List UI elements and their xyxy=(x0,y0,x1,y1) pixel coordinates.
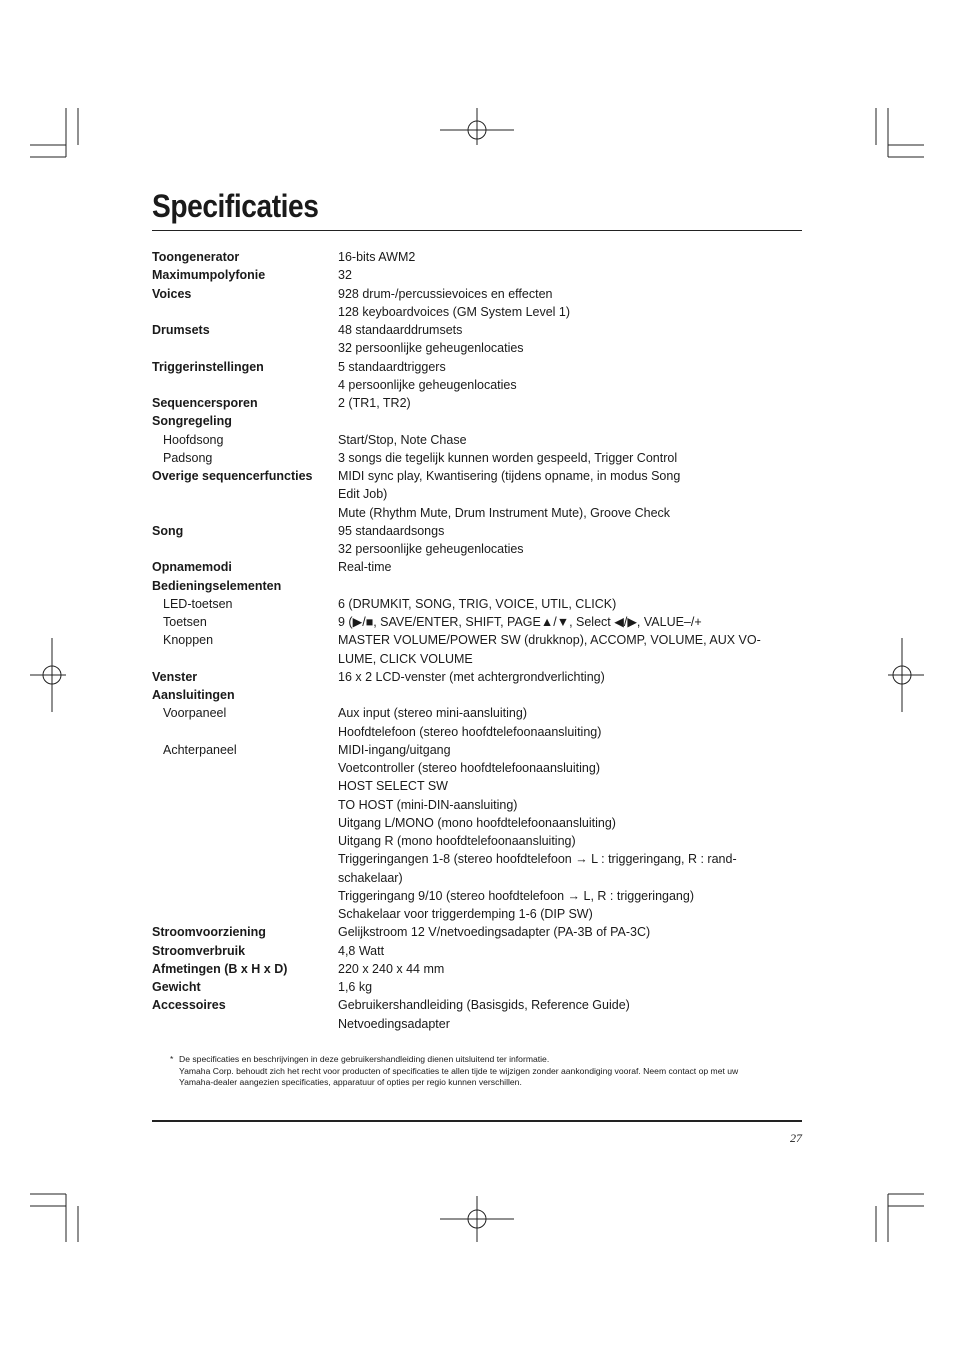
spec-value: 9 (▶/■, SAVE/ENTER, SHIFT, PAGE▲/▼, Select ◀/▶, VALUE–/+ xyxy=(338,615,702,629)
spec-value: Netvoedingsadapter xyxy=(338,1016,450,1031)
spec-row xyxy=(152,285,802,303)
spec-row xyxy=(152,540,802,558)
title-rule xyxy=(152,230,802,231)
footnote-line: De specificaties en beschrijvingen in deze gebruikershandleiding dienen uitsluitend ter informatie. xyxy=(179,1054,550,1064)
spec-row xyxy=(152,777,802,795)
spec-value: 95 standaardsongs xyxy=(338,523,445,538)
spec-row xyxy=(152,504,802,522)
spec-label: Knoppen xyxy=(163,633,214,648)
spec-label: Afmetingen (B x H x D) xyxy=(152,961,288,976)
spec-row xyxy=(152,248,802,266)
footnote xyxy=(170,1054,790,1089)
spec-row xyxy=(152,595,802,613)
page-title: Specificaties xyxy=(152,188,319,224)
spec-row xyxy=(152,723,802,741)
spec-label: Drumsets xyxy=(152,323,210,337)
spec-row xyxy=(152,923,802,941)
spec-value: 5 standaardtriggers xyxy=(338,359,446,374)
footnote-line: Yamaha-dealer aangezien specificaties, apparatuur of opties per regio kunnen verschillen. xyxy=(179,1077,522,1087)
spec-value: Aux input (stereo mini-aansluiting) xyxy=(338,706,527,721)
spec-row xyxy=(152,631,802,649)
spec-value: LUME, CLICK VOLUME xyxy=(338,651,473,666)
spec-value: 4 persoonlijke geheugenlocaties xyxy=(338,377,517,392)
spec-value: Real-time xyxy=(338,560,392,575)
spec-row xyxy=(152,887,802,905)
spec-value: schakelaar) xyxy=(338,870,403,885)
spec-label: Hoofdsong xyxy=(163,432,224,447)
footnote-line: Yamaha Corp. behoudt zich het recht voor producten of specificaties te allen tijde te wijzigen zonder aankondiging vooraf. Neem contact op met uw xyxy=(179,1065,739,1076)
spec-label: Toetsen xyxy=(163,615,207,629)
spec-row xyxy=(152,960,802,978)
spec-value: 6 (DRUMKIT, SONG, TRIG, VOICE, UTIL, CLICK) xyxy=(338,596,617,611)
spec-table xyxy=(152,248,802,1033)
spec-label: Padsong xyxy=(163,450,213,465)
spec-label: Bedieningselementen xyxy=(152,578,282,593)
spec-label: Sequencersporen xyxy=(152,396,258,410)
spec-row xyxy=(152,431,802,449)
spec-row xyxy=(152,796,802,814)
spec-value: Triggeringang 9/10 (stereo hoofdtelefoon → L, R : triggeringang) xyxy=(338,888,694,903)
spec-row xyxy=(152,869,802,887)
spec-value: Schakelaar voor triggerdemping 1-6 (DIP SW) xyxy=(338,907,593,921)
spec-row xyxy=(152,1015,802,1033)
spec-label: Maximumpolyfonie xyxy=(152,268,266,283)
spec-value: 16-bits AWM2 xyxy=(338,250,416,264)
spec-row xyxy=(152,303,802,321)
spec-value: MASTER VOLUME/POWER SW (drukknop), ACCOMP, VOLUME, AUX VO- xyxy=(338,633,761,648)
spec-row xyxy=(152,339,802,357)
spec-row xyxy=(152,905,802,923)
spec-value: 1,6 kg xyxy=(338,980,373,994)
spec-label: Voices xyxy=(152,286,192,301)
spec-label: LED-toetsen xyxy=(163,596,233,611)
spec-value: TO HOST (mini-DIN-aansluiting) xyxy=(338,797,518,812)
spec-value: 32 persoonlijke geheugenlocaties xyxy=(338,341,524,356)
spec-value: Triggeringangen 1-8 (stereo hoofdtelefoon → L : triggeringang, R : rand- xyxy=(338,852,737,867)
spec-label: Overige sequencerfuncties xyxy=(152,469,313,483)
spec-value: Uitgang L/MONO (mono hoofdtelefoonaansluiting) xyxy=(338,815,616,830)
spec-value: Start/Stop, Note Chase xyxy=(338,432,467,447)
spec-value: MIDI-ingang/uitgang xyxy=(338,742,451,757)
spec-label: Accessoires xyxy=(152,998,226,1013)
spec-value: 32 persoonlijke geheugenlocaties xyxy=(338,542,524,556)
spec-label: Opnamemodi xyxy=(152,560,232,575)
spec-row xyxy=(152,577,802,595)
spec-value: 4,8 Watt xyxy=(338,943,385,958)
spec-value: 128 keyboardvoices (GM System Level 1) xyxy=(338,304,571,319)
spec-label: Toongenerator xyxy=(152,250,240,264)
footnote-text xyxy=(179,1054,790,1089)
spec-row xyxy=(152,522,802,540)
spec-row xyxy=(152,704,802,722)
spec-value: Mute (Rhythm Mute, Drum Instrument Mute), Groove Check xyxy=(338,505,671,520)
spec-row xyxy=(152,668,802,686)
spec-value: 928 drum-/percussievoices en effecten xyxy=(338,286,553,301)
spec-label: Stroomverbruik xyxy=(152,943,246,958)
spec-row xyxy=(152,978,802,996)
spec-row xyxy=(152,650,802,668)
spec-row xyxy=(152,850,802,868)
spec-label: Triggerinstellingen xyxy=(152,359,264,374)
spec-row xyxy=(152,613,802,631)
spec-row xyxy=(152,942,802,960)
page-number: 27 xyxy=(790,1131,802,1145)
spec-row xyxy=(152,394,802,412)
spec-value: 3 songs die tegelijk kunnen worden gespeeld, Trigger Control xyxy=(338,450,678,465)
spec-label: Songregeling xyxy=(152,414,232,429)
spec-value: Gebruikershandleiding (Basisgids, Reference Guide) xyxy=(338,998,630,1013)
spec-value: Voetcontroller (stereo hoofdtelefoonaansluiting) xyxy=(338,761,600,775)
spec-label: Aansluitingen xyxy=(152,688,235,702)
spec-row xyxy=(152,321,802,339)
spec-row xyxy=(152,485,802,503)
spec-value: Hoofdtelefoon (stereo hoofdtelefoonaansluiting) xyxy=(338,724,602,739)
spec-row xyxy=(152,449,802,467)
spec-label: Song xyxy=(152,523,184,538)
spec-value: MIDI sync play, Kwantisering (tijdens opname, in modus Song xyxy=(338,469,681,483)
spec-value: HOST SELECT SW xyxy=(338,779,448,794)
spec-row xyxy=(152,558,802,576)
spec-row xyxy=(152,358,802,376)
spec-label: Venster xyxy=(152,669,198,684)
spec-value: 32 xyxy=(338,268,352,283)
spec-value: 2 (TR1, TR2) xyxy=(338,396,411,410)
spec-row xyxy=(152,832,802,850)
spec-value: Uitgang R (mono hoofdtelefoonaansluiting) xyxy=(338,834,576,848)
footnote-star: * xyxy=(170,1054,174,1064)
spec-row xyxy=(152,376,802,394)
spec-label: Stroomvoorziening xyxy=(152,925,266,940)
spec-label: Voorpaneel xyxy=(163,706,227,721)
spec-value: Gelijkstroom 12 V/netvoedingsadapter (PA-3B of PA-3C) xyxy=(338,925,651,940)
spec-row xyxy=(152,266,802,284)
spec-value: 48 standaarddrumsets xyxy=(338,323,463,337)
spec-value: 16 x 2 LCD-venster (met achtergrondverlichting) xyxy=(338,669,605,684)
spec-row xyxy=(152,412,802,430)
spec-row xyxy=(152,996,802,1014)
spec-row xyxy=(152,741,802,759)
spec-value: 220 x 240 x 44 mm xyxy=(338,961,445,976)
spec-label: Achterpaneel xyxy=(163,742,237,757)
spec-value: Edit Job) xyxy=(338,487,388,502)
spec-row xyxy=(152,467,802,485)
bottom-rule xyxy=(152,1120,802,1122)
spec-row xyxy=(152,759,802,777)
spec-row xyxy=(152,814,802,832)
spec-label: Gewicht xyxy=(152,980,201,994)
spec-row xyxy=(152,686,802,704)
